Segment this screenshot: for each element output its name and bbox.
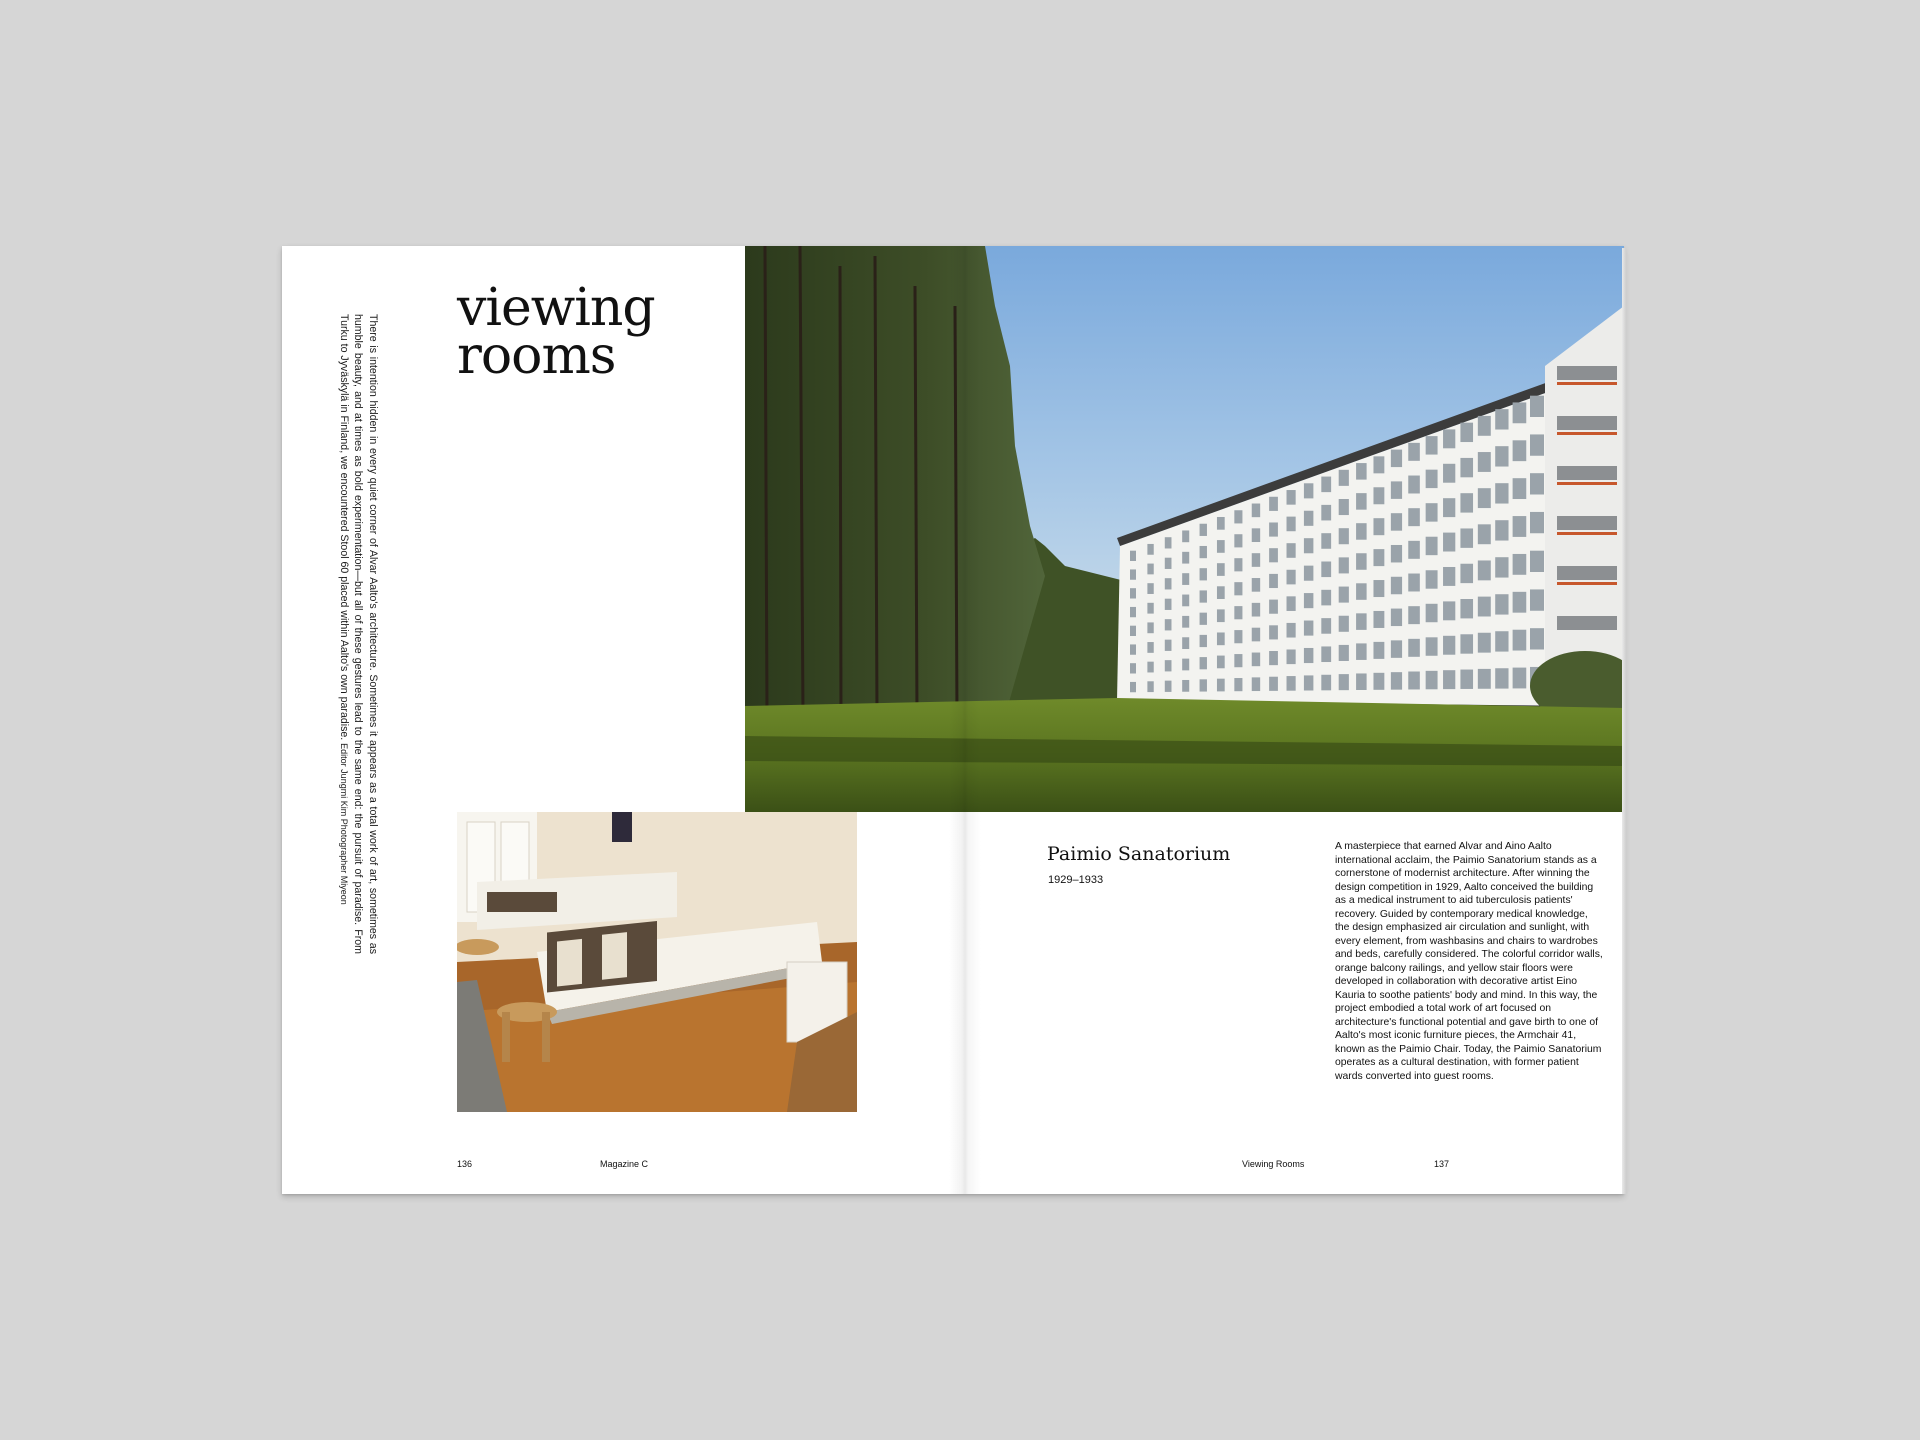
facade-window [1513, 668, 1527, 689]
facade-window [1339, 645, 1349, 661]
facade-window [1408, 508, 1420, 526]
facade-window [1443, 533, 1455, 552]
facade-window [1182, 637, 1189, 649]
facade-window [1130, 644, 1136, 654]
facade-window [1495, 594, 1508, 614]
facade-window [1252, 528, 1260, 542]
facade-window [1391, 513, 1402, 530]
facade-window [1234, 510, 1242, 523]
credits-text: Editor Jungmi Kim Photographer Miyeon [339, 743, 349, 905]
facade-window [1321, 562, 1331, 578]
facade-window [1495, 409, 1508, 429]
facade-window [1165, 681, 1172, 692]
facade-window [1408, 443, 1420, 461]
facade-window [1165, 640, 1172, 651]
facade-window [1252, 553, 1260, 567]
facade-window [1182, 680, 1189, 692]
facade-window [1530, 551, 1544, 572]
intro-text: There is intention hidden in every quiet corner of Alvar Aalto's architecture. Sometimes it appears as a total work of art, sometimes as humble beauty, and at times as bold experimentation—but all of these gestures lead to the same end: the pursuit of paradise. From Turku to Jyväskylä in Finland, we encountered Stool 60 placed within Aalto's own paradise. [338, 314, 379, 954]
facade-window [1200, 657, 1207, 669]
facade-window [1339, 499, 1349, 515]
facade-window [1217, 656, 1225, 669]
facade-window [1460, 528, 1473, 547]
facade-window [1200, 546, 1207, 558]
facade-window [1426, 570, 1438, 588]
facade-window [1373, 487, 1384, 504]
facade-window [1252, 653, 1260, 667]
facade-window [1513, 554, 1527, 575]
facade-window [1356, 583, 1367, 600]
facade-window [1252, 628, 1260, 642]
facade-window [1147, 642, 1153, 653]
facade-window [1373, 673, 1384, 690]
facade-window [1130, 682, 1136, 692]
facade-window [1130, 663, 1136, 673]
facade-window [1426, 637, 1438, 655]
facade-window [1165, 660, 1172, 671]
facade-window [1373, 549, 1384, 566]
caption-body: A masterpiece that earned Alvar and Aino Aalto international acclaim, the Paimio Sanatorium stands as a cornerstone of modernist architecture. After winning the design competition in 1929, Aalto conceived the building as a medical instrument to aid tuberculosis patients' recovery. Guided by contemporary medical knowledge, the design emphasized air circulation and sunlight, with every element, from washbasins and chairs to wardrobes and beds, carefully considered. The colorful corridor walls, orange balcony railings, and yellow stair floors were developed in collaboration with decorative artist Eino Kauria to soothe patients' body and mind. In this way, the project embodied a total work of art focused on architecture's functional potential and gave birth to one of Aalto's most iconic furniture pieces, the Armchair 41, known as the Paimio Chair. Today, the Paimio Sanatorium operates as a cultural destination, with former patient wards converted into guest rooms. [1335, 841, 1603, 1082]
facade-window [1356, 463, 1367, 480]
facade-window [1217, 609, 1225, 622]
facade-window [1252, 677, 1260, 691]
left-page-number: 136 [457, 1159, 473, 1169]
facade-window [1426, 604, 1438, 622]
facade-window [1339, 587, 1349, 603]
facade-window [1373, 518, 1384, 535]
facade-window [1460, 458, 1473, 477]
facade-window [1373, 580, 1384, 597]
facade-window [1287, 517, 1296, 532]
facade-window [1234, 606, 1242, 619]
facade-window [1443, 567, 1455, 586]
facade-window [1304, 538, 1313, 553]
facade-window [1321, 646, 1331, 662]
facade-window [1356, 643, 1367, 660]
facade-window [1513, 478, 1527, 499]
facade-window [1443, 464, 1455, 483]
facade-window [1339, 528, 1349, 544]
facade-window [1147, 583, 1153, 594]
facade-window [1513, 402, 1527, 423]
facade-window [1391, 672, 1402, 689]
facade-window [1234, 654, 1242, 667]
facade-window [1530, 473, 1544, 494]
facade-window [1287, 676, 1296, 691]
facade-window [1234, 678, 1242, 691]
facade-window [1530, 589, 1544, 610]
right-running-title: Viewing Rooms [1242, 1159, 1305, 1169]
facade-window [1495, 557, 1508, 577]
facade-window [1217, 517, 1225, 530]
facade-window [1269, 574, 1278, 588]
facade-window [1426, 671, 1438, 689]
facade-window [1495, 446, 1508, 466]
facade-window [1182, 659, 1189, 671]
facade-window [1408, 639, 1420, 657]
facade-window [1513, 630, 1527, 651]
facade-window [1147, 603, 1153, 614]
facade-window [1339, 616, 1349, 632]
facade-window [1391, 481, 1402, 498]
page-edge [1622, 248, 1626, 1194]
facade-window [1443, 498, 1455, 517]
facade-window [1200, 613, 1207, 625]
facade-window [1165, 619, 1172, 630]
facade-window [1287, 596, 1296, 611]
facade-window [1356, 553, 1367, 570]
facade-window [1513, 516, 1527, 537]
facade-window [1321, 505, 1331, 521]
facade-window [1391, 577, 1402, 594]
facade-window [1269, 600, 1278, 614]
facade-window [1460, 493, 1473, 512]
facade-window [1373, 642, 1384, 659]
facade-window [1147, 544, 1153, 555]
facade-window [1304, 621, 1313, 636]
facade-window [1287, 543, 1296, 558]
facade-window [1200, 568, 1207, 580]
facade-window [1391, 545, 1402, 562]
facade-window [1443, 670, 1455, 689]
facade-window [1269, 677, 1278, 691]
facade-window [1530, 628, 1544, 649]
facade-window [1391, 450, 1402, 467]
facade-window [1495, 483, 1508, 503]
facade-window [1269, 522, 1278, 536]
facade-window [1356, 673, 1367, 690]
facade-window [1339, 557, 1349, 573]
facade-window [1460, 634, 1473, 653]
facade-window [1426, 470, 1438, 488]
facade-window [1443, 636, 1455, 655]
facade-window [1200, 524, 1207, 536]
facade-window [1304, 566, 1313, 581]
facade-window [1321, 675, 1331, 691]
facade-window [1200, 679, 1207, 691]
facade-window [1478, 452, 1491, 472]
facade-window [1234, 534, 1242, 547]
facade-window [1495, 631, 1508, 651]
facade-window [1287, 570, 1296, 585]
facade-window [1130, 588, 1136, 598]
facade-window [1426, 436, 1438, 454]
right-page-number: 137 [1434, 1159, 1450, 1169]
facade-window [1147, 622, 1153, 633]
facade-window [1287, 623, 1296, 638]
room-photo [457, 812, 857, 1112]
facade-window [1269, 497, 1278, 511]
facade-window [1460, 423, 1473, 442]
facade-window [1217, 563, 1225, 576]
facade-window [1408, 476, 1420, 494]
facade-window [1391, 609, 1402, 626]
facade-window [1165, 558, 1172, 569]
facade-window [1478, 633, 1491, 653]
facade-window [1408, 541, 1420, 559]
title-line-1: viewing [457, 278, 655, 338]
facade-window [1460, 670, 1473, 689]
facade-window [1130, 551, 1136, 561]
sanatorium-illustration [745, 246, 1624, 812]
facade-window [1269, 625, 1278, 639]
facade-window [1478, 524, 1491, 544]
facade-window [1200, 635, 1207, 647]
facade-window [1408, 606, 1420, 624]
facade-window [1182, 616, 1189, 628]
caption-years: 1929–1933 [1048, 874, 1104, 886]
facade-window [1321, 618, 1331, 634]
facade-window [1460, 599, 1473, 618]
facade-window [1182, 573, 1189, 585]
facade-window [1304, 648, 1313, 663]
facade-window [1356, 493, 1367, 510]
facade-window [1478, 416, 1491, 436]
facade-window [1200, 590, 1207, 602]
facade-window [1321, 590, 1331, 606]
facade-window [1252, 603, 1260, 617]
facade-window [1495, 520, 1508, 540]
facade-window [1217, 679, 1225, 692]
facade-window [1182, 530, 1189, 542]
facade-window [1356, 613, 1367, 630]
facade-window [1304, 511, 1313, 526]
facade-window [1530, 434, 1544, 455]
page-title [457, 278, 655, 386]
caption-title: Paimio Sanatorium [1047, 843, 1231, 865]
facade-window [1217, 586, 1225, 599]
facade-window [1339, 470, 1349, 486]
facade-window [1304, 483, 1313, 498]
facade-window [1130, 626, 1136, 636]
facade-window [1165, 599, 1172, 610]
facade-window [1408, 672, 1420, 690]
facade-window [1530, 512, 1544, 533]
facade-window [1443, 429, 1455, 448]
facade-window [1217, 632, 1225, 645]
facade-window [1426, 503, 1438, 521]
facade-window [1217, 540, 1225, 553]
facade-window [1130, 569, 1136, 579]
facade-window [1373, 456, 1384, 473]
facade-window [1147, 681, 1153, 692]
facade-window [1391, 640, 1402, 657]
facade-window [1426, 537, 1438, 555]
facade-window [1443, 601, 1455, 620]
facade-window [1460, 564, 1473, 583]
facade-window [1252, 578, 1260, 592]
facade-window [1408, 574, 1420, 592]
left-running-title: Magazine C [600, 1159, 649, 1169]
facade-window [1182, 552, 1189, 564]
facade-window [1478, 560, 1491, 580]
facade-window [1495, 668, 1508, 688]
facade-window [1373, 611, 1384, 628]
facade-window [1530, 396, 1544, 417]
facade-window [1321, 533, 1331, 549]
facade-window [1513, 440, 1527, 461]
facade-window [1321, 477, 1331, 493]
facade-window [1269, 651, 1278, 665]
facade-window [1478, 669, 1491, 689]
facade-window [1182, 595, 1189, 607]
facade-window [1234, 582, 1242, 595]
title-line-2: rooms [457, 326, 616, 386]
facade-window [1147, 662, 1153, 673]
facade-window [1234, 558, 1242, 571]
room-illustration [457, 812, 857, 1112]
facade-window [1287, 490, 1296, 505]
facade-window [1269, 548, 1278, 562]
facade-window [1165, 537, 1172, 548]
facade-window [1478, 488, 1491, 508]
facade-window [1513, 592, 1527, 613]
facade-window [1356, 523, 1367, 540]
facade-window [1165, 578, 1172, 589]
facade-window [1304, 675, 1313, 690]
facade-window [1304, 593, 1313, 608]
facade-window [1234, 630, 1242, 643]
facade-window [1252, 504, 1260, 518]
facade-window [1339, 674, 1349, 690]
magazine-spread [282, 246, 1624, 1194]
facade-window [1287, 649, 1296, 664]
sanatorium-photo [745, 246, 1624, 812]
facade-window [1130, 607, 1136, 617]
facade-window [1147, 564, 1153, 575]
facade-window [1478, 597, 1491, 617]
